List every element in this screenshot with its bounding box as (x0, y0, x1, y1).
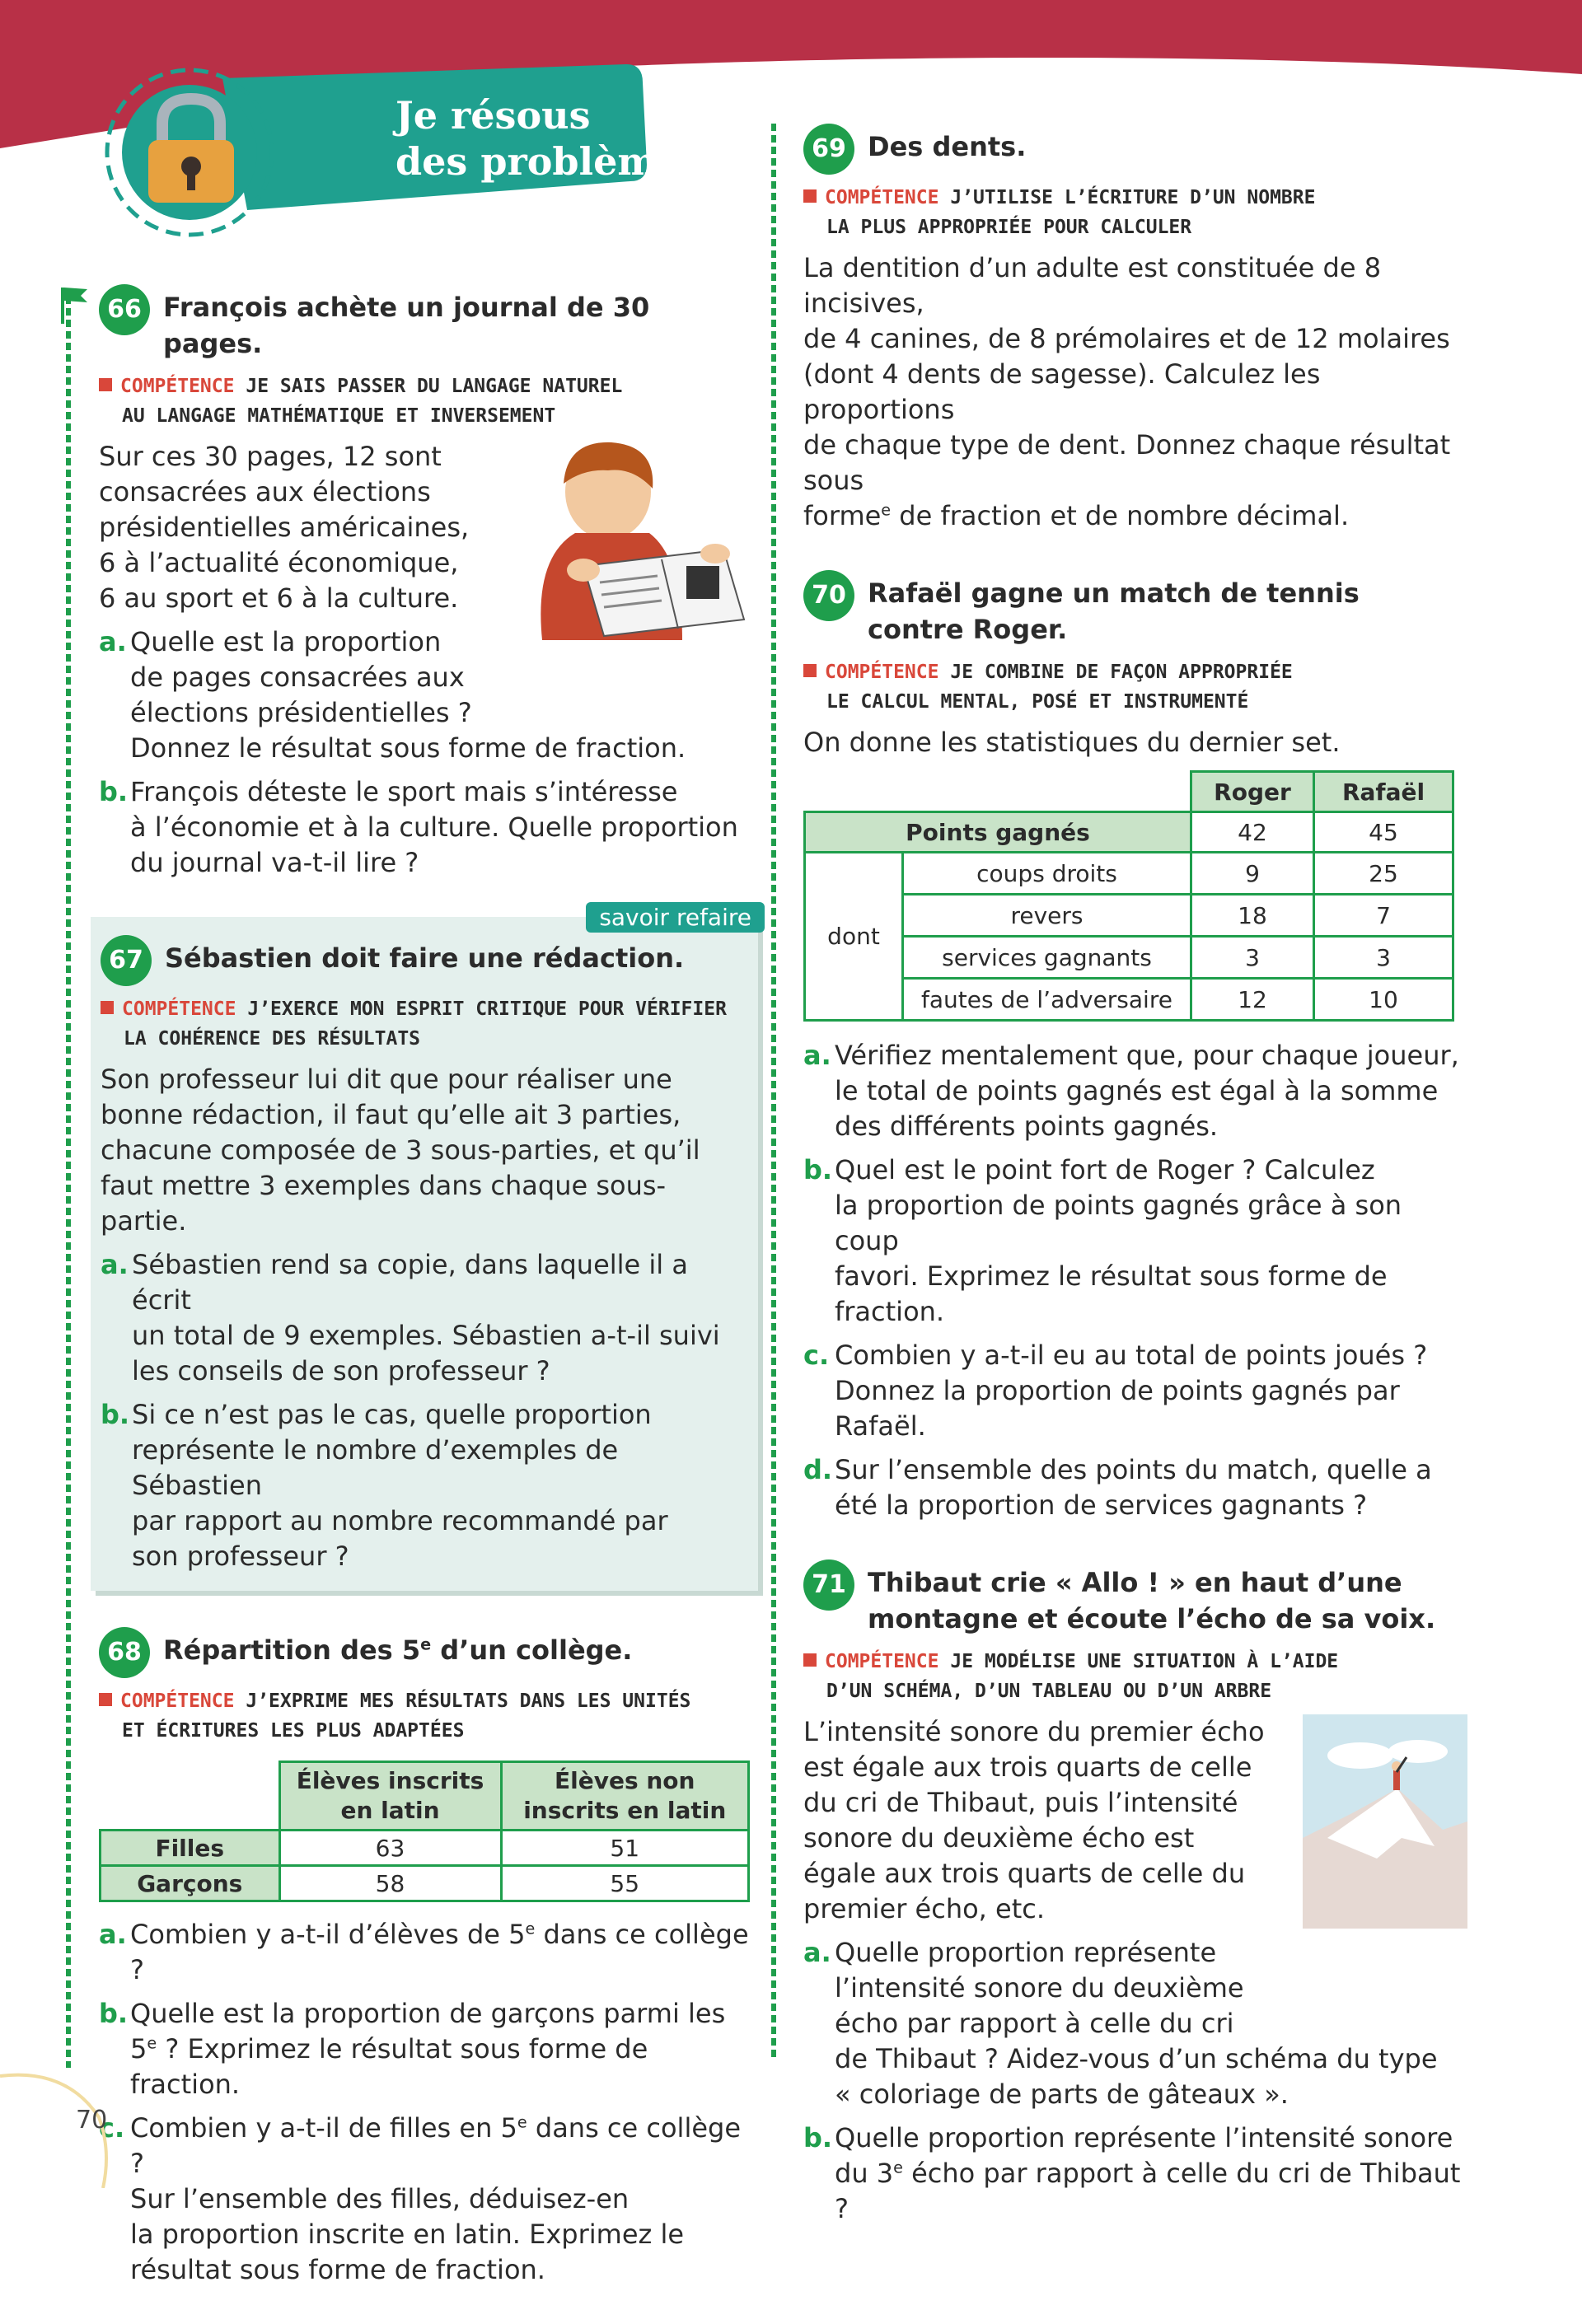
square-bullet-icon (803, 1653, 817, 1667)
table-row: Garçons 58 55 (101, 1866, 749, 1901)
square-bullet-icon (99, 1693, 112, 1706)
column-divider (771, 124, 776, 2060)
question-b: b. François déteste le sport mais s’intéresse à l’économie et à la culture. Quelle proportion du journal va-t-il lire ? (99, 776, 738, 878)
question-a: a. Combien y a-t-il d’élèves de 5e dans ce collège ? (99, 1919, 749, 1985)
table-row: Filles 63 51 (101, 1831, 749, 1866)
exercise-intro: L’intensité sonore du premier écho est égale aux trois quarts de celle du cri de Thibaut, puis l’intensité sonore du deuxième écho est égale aux trois quarts de celle du premier écho, etc. (803, 1716, 1265, 1924)
exercise-intro: Sur ces 30 pages, 12 sont consacrées aux élections présidentielles américaines, 6 à l’actualité économique, 6 au sport et 6 à la culture. (99, 441, 470, 614)
left-margin-rule (66, 297, 71, 2068)
question-b: b. Si ce n’est pas le cas, quelle proportion représente le nombre d’exemples de Sébastien par rapport au nombre recommandé par son professeur ? (101, 1399, 668, 1572)
square-bullet-icon (99, 378, 112, 391)
table-row: revers 18 7 (805, 895, 1453, 937)
exercise-number-badge: 66 (99, 284, 150, 335)
latin-enrollment-table (99, 1761, 750, 1902)
page-number: 70 (76, 2106, 108, 2135)
square-bullet-icon (803, 189, 817, 203)
question-a: a. Sébastien rend sa copie, dans laquelle il a écrit un total de 9 exemples. Sébastien a-t-il suivi les conseils de son professeur ? (101, 1249, 720, 1386)
table-row: fautes de l’adversaire 12 10 (805, 979, 1453, 1021)
exercise-number-badge: 68 (99, 1627, 150, 1678)
competence: COMPÉTENCE J’UTILISE L’ÉCRITURE D’UN NOMBRE LA PLUS APPROPRIÉE POUR CALCULER (826, 183, 1463, 242)
exercise-title: Rafaël gagne un match de tennis contre Roger. (868, 577, 1360, 645)
right-column (803, 124, 1463, 2263)
exercise-69 (803, 124, 1463, 534)
tennis-stats-table (803, 770, 1454, 1022)
savoir-refaire-tag: savoir refaire (586, 902, 765, 933)
question-a: a. Quelle proportion représente l’intensité sonore du deuxième écho par rapport à celle du cri de Thibaut ? Aidez-vous d’un schéma du type « coloriage de parts de gâteaux ». (803, 1937, 1438, 2110)
exercise-number-badge: 67 (101, 935, 152, 986)
competence: COMPÉTENCE J’EXPRIME MES RÉSULTATS DANS LES UNITÉS ET ÉCRITURES LES PLUS ADAPTÉES (122, 1686, 750, 1746)
mountain-echo-illustration (1303, 1714, 1467, 1929)
exercise-title: Thibaut crie « Allo ! » en haut d’une montagne et écoute l’écho de sa voix. (868, 1567, 1436, 1634)
competence: COMPÉTENCE J’EXERCE MON ESPRIT CRITIQUE POUR VÉRIFIER LA COHÉRENCE DES RÉSULTATS (124, 994, 743, 1054)
section-header (99, 58, 704, 247)
square-bullet-icon (101, 1001, 114, 1014)
table-row: Points gagnés 42 45 (805, 812, 1453, 853)
question-d: d. Sur l’ensemble des points du match, quelle a été la proportion de services gagnants ? (803, 1454, 1432, 1521)
header-title-line1: Je résous (396, 93, 591, 138)
table-column-header: Élèves inscrits en latin (279, 1762, 501, 1831)
exercise-70 (803, 570, 1463, 1523)
question-b: b. Quelle proportion représente l’intensité sonore du 3e écho par rapport à celle du cri de Thibaut ? (803, 2122, 1461, 2224)
exercise-66 (99, 284, 750, 881)
exercise-67 (91, 904, 758, 1591)
left-column (99, 284, 750, 2324)
flag-icon (58, 284, 91, 325)
exercise-71 (803, 1559, 1463, 2227)
exercise-title: Des dents. (868, 131, 1027, 162)
padlock-icon (142, 92, 241, 208)
header-title-line2: des problèmes (396, 139, 704, 184)
competence: COMPÉTENCE JE COMBINE DE FAÇON APPROPRIÉE LE CALCUL MENTAL, POSÉ ET INSTRUMENTÉ (826, 657, 1463, 717)
exercise-68 (99, 1627, 750, 2288)
question-b: b. Quel est le point fort de Roger ? Calculez la proportion de points gagnés grâce à son coup favori. Exprimez le résultat sous forme de fraction. (803, 1154, 1402, 1327)
exercise-number-badge: 69 (803, 124, 854, 175)
table-row: services gagnants 3 3 (805, 937, 1453, 979)
competence: COMPÉTENCE JE SAIS PASSER DU LANGAGE NATUREL AU LANGAGE MATHÉMATIQUE ET INVERSEMENT (122, 372, 750, 431)
exercise-number-badge: 71 (803, 1559, 854, 1611)
square-bullet-icon (803, 664, 817, 677)
competence: COMPÉTENCE JE MODÉLISE UNE SITUATION À L’AIDE D’UN SCHÉMA, D’UN TABLEAU OU D’UN ARBRE (826, 1647, 1463, 1706)
exercise-intro: On donne les statistiques du dernier set. (803, 727, 1341, 758)
boy-reading-newspaper-illustration (526, 434, 748, 640)
table-column-header: Roger (1191, 772, 1314, 812)
exercise-title: Répartition des 5e d’un collège. (163, 1634, 633, 1666)
exercise-number-badge: 70 (803, 570, 854, 621)
table-column-header: Rafaël (1314, 772, 1453, 812)
table-column-header: Élèves non inscrits en latin (501, 1762, 749, 1831)
exercise-text: La dentition d’un adulte est constituée de 8 incisives, de 4 canines, de 8 prémolaires et de 12 molaires (dont 4 dents de sagesse). Calculez les proportions de chaque type de dent. Donnez chaque résultat sous forme$^e$ de fraction et de nombre décimal. (803, 252, 1451, 531)
table-row: dont coups droits 9 25 (805, 853, 1453, 895)
question-a: a. Quelle est la proportion de pages consacrées aux élections présidentielles ? Donnez le résultat sous forme de fraction. (99, 626, 686, 764)
exercise-title: Sébastien doit faire une rédaction. (165, 942, 685, 974)
exercise-intro: Son professeur lui dit que pour réaliser une bonne rédaction, il faut qu’elle ait 3 parties, chacune composée de 3 sous-parties, et qu’il faut mettre 3 exemples dans chaque sous-partie. (101, 1064, 700, 1237)
question-c: c. Combien y a-t-il eu au total de points joués ? Donnez la proportion de points gagnés par Rafaël. (803, 1340, 1428, 1442)
question-c: c. Combien y a-t-il de filles en 5e dans ce collège ? Sur l’ensemble des filles, déduisez-en la proportion inscrite en latin. Exprimez le résultat sous forme de fraction. (99, 2112, 742, 2285)
question-a: a. Vérifiez mentalement que, pour chaque joueur, le total de points gagnés est égal à la somme des différents points gagnés. (803, 1040, 1459, 1142)
exercise-title: François achète un journal de 30 pages. (163, 292, 650, 359)
question-b: b. Quelle est la proportion de garçons parmi les 5e ? Exprimez le résultat sous forme de fraction. (99, 1998, 726, 2100)
